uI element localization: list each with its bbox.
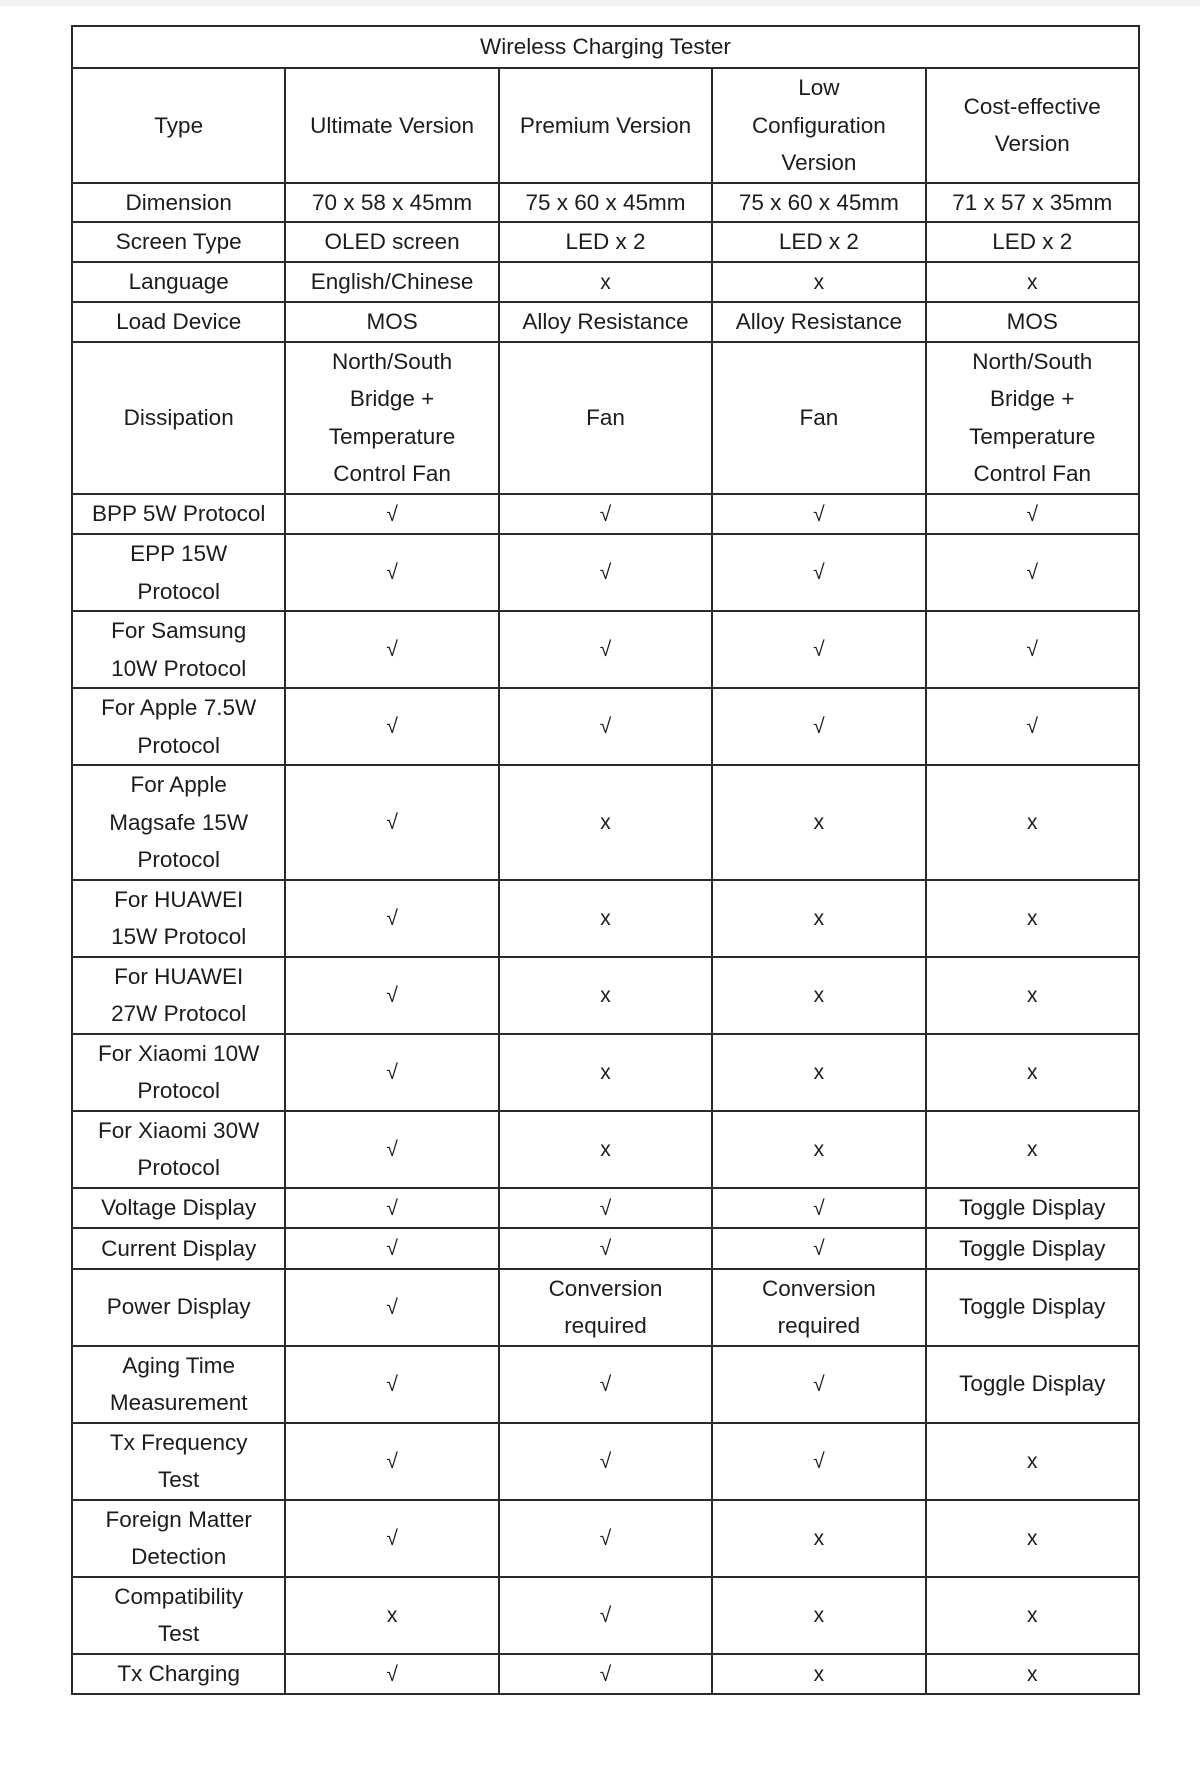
value-cell: [285, 1654, 498, 1695]
check-mark-icon: √: [386, 561, 398, 585]
cross-mark-icon: x: [1027, 906, 1038, 930]
check-mark-icon: √: [813, 502, 825, 526]
table-row: [72, 1034, 1139, 1111]
value-cell: [499, 1654, 712, 1695]
cross-mark-icon: x: [600, 1060, 611, 1084]
table-row: [72, 302, 1139, 342]
row-label: For HUAWEI 27W Protocol: [111, 963, 247, 1026]
value-cell: [712, 1346, 925, 1423]
header-type: [72, 68, 285, 183]
check-mark-icon: √: [599, 1372, 612, 1396]
check-mark-icon: √: [386, 1526, 398, 1550]
cross-mark-icon: x: [813, 270, 825, 294]
row-label: For Apple Magsafe 15W Protocol: [109, 772, 249, 872]
row-label: Language: [128, 269, 229, 294]
value-cell: [499, 183, 712, 223]
value-cell: Toggle Display: [959, 1294, 1106, 1320]
value-cell: MOS: [366, 309, 418, 334]
value-cell: [926, 1188, 1139, 1229]
cross-mark-icon: x: [813, 906, 825, 930]
value-cell: [285, 1188, 498, 1229]
value-cell: [499, 1269, 712, 1346]
value-cell: [285, 1111, 498, 1188]
cross-mark-icon: x: [1027, 270, 1038, 294]
header-label: Low Configuration Version: [751, 75, 886, 175]
value-cell: [712, 1111, 925, 1188]
row-label: Current Display: [101, 1235, 257, 1261]
row-label: Foreign Matter Detection: [105, 1506, 252, 1569]
table-row: [72, 1423, 1139, 1500]
check-mark-icon: √: [599, 638, 612, 662]
value-cell: [712, 262, 925, 303]
cross-mark-icon: x: [600, 1137, 611, 1161]
value-cell: Alloy Resistance: [522, 309, 689, 334]
check-mark-icon: √: [813, 715, 825, 739]
value-cell: [499, 957, 712, 1034]
value-cell: [499, 880, 712, 957]
value-cell: [926, 1654, 1139, 1695]
check-mark-icon: √: [599, 561, 612, 585]
value-cell: North/South Bridge + Temperature Control Fan: [969, 348, 1096, 486]
row-label: Tx Frequency Test: [109, 1429, 248, 1492]
value-cell: [926, 494, 1139, 535]
value-cell: [926, 342, 1139, 494]
value-cell: [285, 957, 498, 1034]
table-row: [72, 534, 1139, 611]
value-cell: [712, 1654, 925, 1695]
value-cell: [499, 1500, 712, 1577]
value-cell: Alloy Resistance: [735, 309, 903, 334]
value-cell: [285, 1423, 498, 1500]
check-mark-icon: √: [386, 906, 398, 930]
value-cell: [285, 302, 498, 342]
table-row: [72, 880, 1139, 957]
value-cell: [926, 1111, 1139, 1188]
row-label-cell: [72, 262, 285, 303]
table-row: [72, 342, 1139, 494]
row-label: For Apple 7.5W Protocol: [101, 695, 257, 758]
value-cell: [285, 880, 498, 957]
value-cell: [712, 494, 925, 535]
table-row: [72, 1188, 1139, 1229]
value-cell: LED x 2: [565, 229, 646, 254]
title-row: [72, 26, 1139, 68]
cross-mark-icon: x: [813, 1060, 825, 1084]
check-mark-icon: √: [599, 1662, 612, 1686]
row-label: Power Display: [106, 1294, 251, 1320]
cross-mark-icon: x: [600, 906, 611, 930]
value-cell: Fan: [586, 404, 625, 430]
value-cell: [712, 302, 925, 342]
value-cell: [285, 765, 498, 880]
check-mark-icon: √: [386, 1137, 398, 1161]
value-cell: [285, 534, 498, 611]
check-mark-icon: √: [813, 1196, 825, 1220]
value-cell: 75 x 60 x 45mm: [525, 189, 686, 215]
row-label-cell: [72, 688, 285, 765]
header-version-2: [499, 68, 712, 183]
cross-mark-icon: x: [813, 1603, 825, 1627]
header-version-1: [285, 68, 498, 183]
check-mark-icon: √: [386, 1372, 398, 1396]
check-mark-icon: √: [386, 638, 398, 662]
value-cell: English/Chinese: [310, 269, 474, 294]
value-cell: [285, 1228, 498, 1269]
value-cell: [712, 183, 925, 223]
value-cell: Conversion required: [761, 1275, 876, 1338]
header-label: Ultimate Version: [310, 112, 474, 138]
cross-mark-icon: x: [813, 983, 825, 1007]
value-cell: [926, 765, 1139, 880]
cross-mark-icon: x: [386, 1603, 398, 1627]
value-cell: [499, 1034, 712, 1111]
row-label-cell: [72, 765, 285, 880]
table-row: [72, 1111, 1139, 1188]
check-mark-icon: √: [599, 715, 612, 739]
check-mark-icon: √: [386, 1662, 398, 1686]
row-label: BPP 5W Protocol: [91, 501, 266, 526]
header-label: Cost-effective Version: [963, 93, 1101, 157]
row-label: Dimension: [125, 189, 232, 215]
page-top-strip: [0, 0, 1200, 6]
value-cell: [926, 611, 1139, 688]
value-cell: [285, 688, 498, 765]
value-cell: 70 x 58 x 45mm: [312, 189, 473, 215]
value-cell: [499, 611, 712, 688]
value-cell: 71 x 57 x 35mm: [952, 189, 1113, 215]
row-label-cell: [72, 1654, 285, 1695]
table-title: Wireless Charging Tester: [72, 26, 1139, 68]
table-row: [72, 1577, 1139, 1654]
check-mark-icon: √: [386, 1449, 398, 1473]
header-version-4: [926, 68, 1139, 183]
value-cell: [499, 342, 712, 494]
value-cell: [712, 222, 925, 262]
cross-mark-icon: x: [1027, 811, 1038, 834]
header-row: [72, 68, 1139, 183]
value-cell: [499, 1577, 712, 1654]
value-cell: [285, 342, 498, 494]
header-label: Premium Version: [519, 112, 692, 138]
cross-mark-icon: x: [1027, 1526, 1038, 1550]
row-label-cell: [72, 880, 285, 957]
cross-mark-icon: x: [600, 270, 611, 294]
check-mark-icon: √: [599, 502, 612, 526]
row-label-cell: [72, 302, 285, 342]
row-label-cell: [72, 1500, 285, 1577]
value-cell: [499, 494, 712, 535]
value-cell: [499, 262, 712, 303]
row-label-cell: [72, 1346, 285, 1423]
value-cell: [285, 262, 498, 303]
value-cell: [926, 534, 1139, 611]
table-row: [72, 1269, 1139, 1346]
check-mark-icon: √: [813, 1449, 825, 1473]
row-label: Screen Type: [115, 229, 242, 254]
check-mark-icon: √: [813, 1372, 825, 1396]
value-cell: [499, 765, 712, 880]
value-cell: [712, 880, 925, 957]
table-row: [72, 1654, 1139, 1695]
value-cell: [712, 1188, 925, 1229]
cross-mark-icon: x: [1027, 983, 1038, 1007]
value-cell: [926, 1577, 1139, 1654]
value-cell: Toggle Display: [959, 1371, 1106, 1397]
row-label: Tx Charging: [117, 1661, 240, 1686]
cross-mark-icon: x: [813, 1526, 825, 1550]
value-cell: [926, 302, 1139, 342]
check-mark-icon: √: [386, 502, 398, 526]
row-label-cell: [72, 494, 285, 535]
value-cell: [712, 342, 925, 494]
row-label-cell: [72, 534, 285, 611]
check-mark-icon: √: [386, 983, 398, 1007]
table-body: [72, 183, 1139, 1695]
check-mark-icon: √: [1026, 502, 1039, 526]
value-cell: [712, 1034, 925, 1111]
value-cell: [926, 222, 1139, 262]
row-label: Compatibility Test: [114, 1583, 244, 1646]
table-row: [72, 957, 1139, 1034]
table-row: [72, 611, 1139, 688]
check-mark-icon: √: [599, 1196, 612, 1220]
row-label: For Xiaomi 30W Protocol: [98, 1117, 260, 1180]
comparison-table: [71, 25, 1140, 1695]
value-cell: [712, 534, 925, 611]
value-cell: [712, 1500, 925, 1577]
check-mark-icon: √: [386, 1237, 398, 1260]
row-label: Aging Time Measurement: [109, 1352, 248, 1415]
row-label-cell: [72, 957, 285, 1034]
cross-mark-icon: x: [1027, 1603, 1038, 1627]
check-mark-icon: √: [813, 561, 825, 585]
cross-mark-icon: x: [1027, 1137, 1038, 1161]
value-cell: [926, 262, 1139, 303]
value-cell: North/South Bridge + Temperature Control Fan: [328, 348, 456, 486]
check-mark-icon: √: [1026, 561, 1039, 585]
value-cell: [926, 1034, 1139, 1111]
value-cell: [499, 1188, 712, 1229]
value-cell: 75 x 60 x 45mm: [738, 189, 899, 215]
row-label-cell: [72, 1188, 285, 1229]
cross-mark-icon: x: [1027, 1662, 1038, 1686]
value-cell: [712, 957, 925, 1034]
value-cell: [499, 534, 712, 611]
row-label-cell: [72, 222, 285, 262]
row-label: For HUAWEI 15W Protocol: [111, 886, 247, 949]
check-mark-icon: √: [599, 1526, 612, 1550]
row-label: EPP 15W Protocol: [130, 541, 228, 604]
check-mark-icon: √: [1026, 715, 1039, 739]
value-cell: [926, 880, 1139, 957]
cross-mark-icon: x: [600, 811, 611, 834]
row-label: Load Device: [116, 309, 242, 334]
value-cell: Conversion required: [548, 1275, 663, 1338]
value-cell: Toggle Display: [959, 1195, 1106, 1220]
row-label: For Samsung 10W Protocol: [111, 618, 247, 681]
value-cell: [285, 1577, 498, 1654]
value-cell: [712, 1228, 925, 1269]
value-cell: [712, 688, 925, 765]
check-mark-icon: √: [599, 1449, 612, 1473]
value-cell: [499, 302, 712, 342]
header-label: Type: [154, 112, 204, 138]
check-mark-icon: √: [599, 1237, 612, 1260]
table-row: [72, 1346, 1139, 1423]
header-version-3: [712, 68, 925, 183]
cross-mark-icon: x: [813, 811, 825, 834]
value-cell: [712, 1577, 925, 1654]
check-mark-icon: √: [1026, 638, 1039, 662]
check-mark-icon: √: [813, 638, 825, 662]
row-label-cell: [72, 342, 285, 494]
row-label: Voltage Display: [101, 1195, 257, 1220]
value-cell: [285, 611, 498, 688]
value-cell: LED x 2: [992, 229, 1073, 254]
row-label-cell: [72, 1269, 285, 1346]
row-label-cell: [72, 183, 285, 223]
value-cell: [926, 957, 1139, 1034]
check-mark-icon: √: [813, 1237, 825, 1260]
check-mark-icon: √: [386, 1196, 398, 1220]
value-cell: [285, 1500, 498, 1577]
value-cell: [712, 611, 925, 688]
row-label: For Xiaomi 10W Protocol: [98, 1040, 260, 1103]
value-cell: OLED screen: [324, 229, 460, 254]
value-cell: [712, 765, 925, 880]
value-cell: [499, 222, 712, 262]
check-mark-icon: √: [599, 1603, 612, 1627]
value-cell: [499, 1228, 712, 1269]
value-cell: [926, 688, 1139, 765]
check-mark-icon: √: [386, 715, 398, 739]
table-row: [72, 262, 1139, 303]
row-label-cell: [72, 1423, 285, 1500]
row-label-cell: [72, 1034, 285, 1111]
value-cell: [926, 1228, 1139, 1269]
cross-mark-icon: x: [813, 1137, 825, 1161]
value-cell: MOS: [1006, 309, 1058, 334]
value-cell: [285, 1034, 498, 1111]
value-cell: Toggle Display: [959, 1235, 1106, 1261]
value-cell: [926, 1269, 1139, 1346]
value-cell: [712, 1423, 925, 1500]
value-cell: [926, 1346, 1139, 1423]
check-mark-icon: √: [386, 1295, 398, 1319]
value-cell: [285, 494, 498, 535]
check-mark-icon: √: [386, 811, 398, 834]
cross-mark-icon: x: [1027, 1449, 1038, 1473]
value-cell: [499, 1111, 712, 1188]
value-cell: [285, 183, 498, 223]
cross-mark-icon: x: [600, 983, 611, 1007]
table-row: [72, 765, 1139, 880]
value-cell: LED x 2: [778, 229, 859, 254]
value-cell: [285, 1346, 498, 1423]
value-cell: [926, 1423, 1139, 1500]
row-label-cell: [72, 611, 285, 688]
cross-mark-icon: x: [1027, 1060, 1038, 1084]
value-cell: [499, 1346, 712, 1423]
row-label: Dissipation: [123, 404, 234, 430]
value-cell: [926, 183, 1139, 223]
table-row: [72, 183, 1139, 223]
comparison-sheet: [71, 25, 1138, 1695]
row-label-cell: [72, 1111, 285, 1188]
table-row: [72, 494, 1139, 535]
table-row: [72, 688, 1139, 765]
table-row: [72, 1500, 1139, 1577]
value-cell: [712, 1269, 925, 1346]
check-mark-icon: √: [386, 1060, 398, 1084]
cross-mark-icon: x: [813, 1662, 825, 1686]
value-cell: Fan: [799, 404, 839, 430]
table-row: [72, 1228, 1139, 1269]
value-cell: [285, 222, 498, 262]
table-row: [72, 222, 1139, 262]
value-cell: [499, 688, 712, 765]
row-label-cell: [72, 1228, 285, 1269]
value-cell: [285, 1269, 498, 1346]
value-cell: [499, 1423, 712, 1500]
value-cell: [926, 1500, 1139, 1577]
row-label-cell: [72, 1577, 285, 1654]
